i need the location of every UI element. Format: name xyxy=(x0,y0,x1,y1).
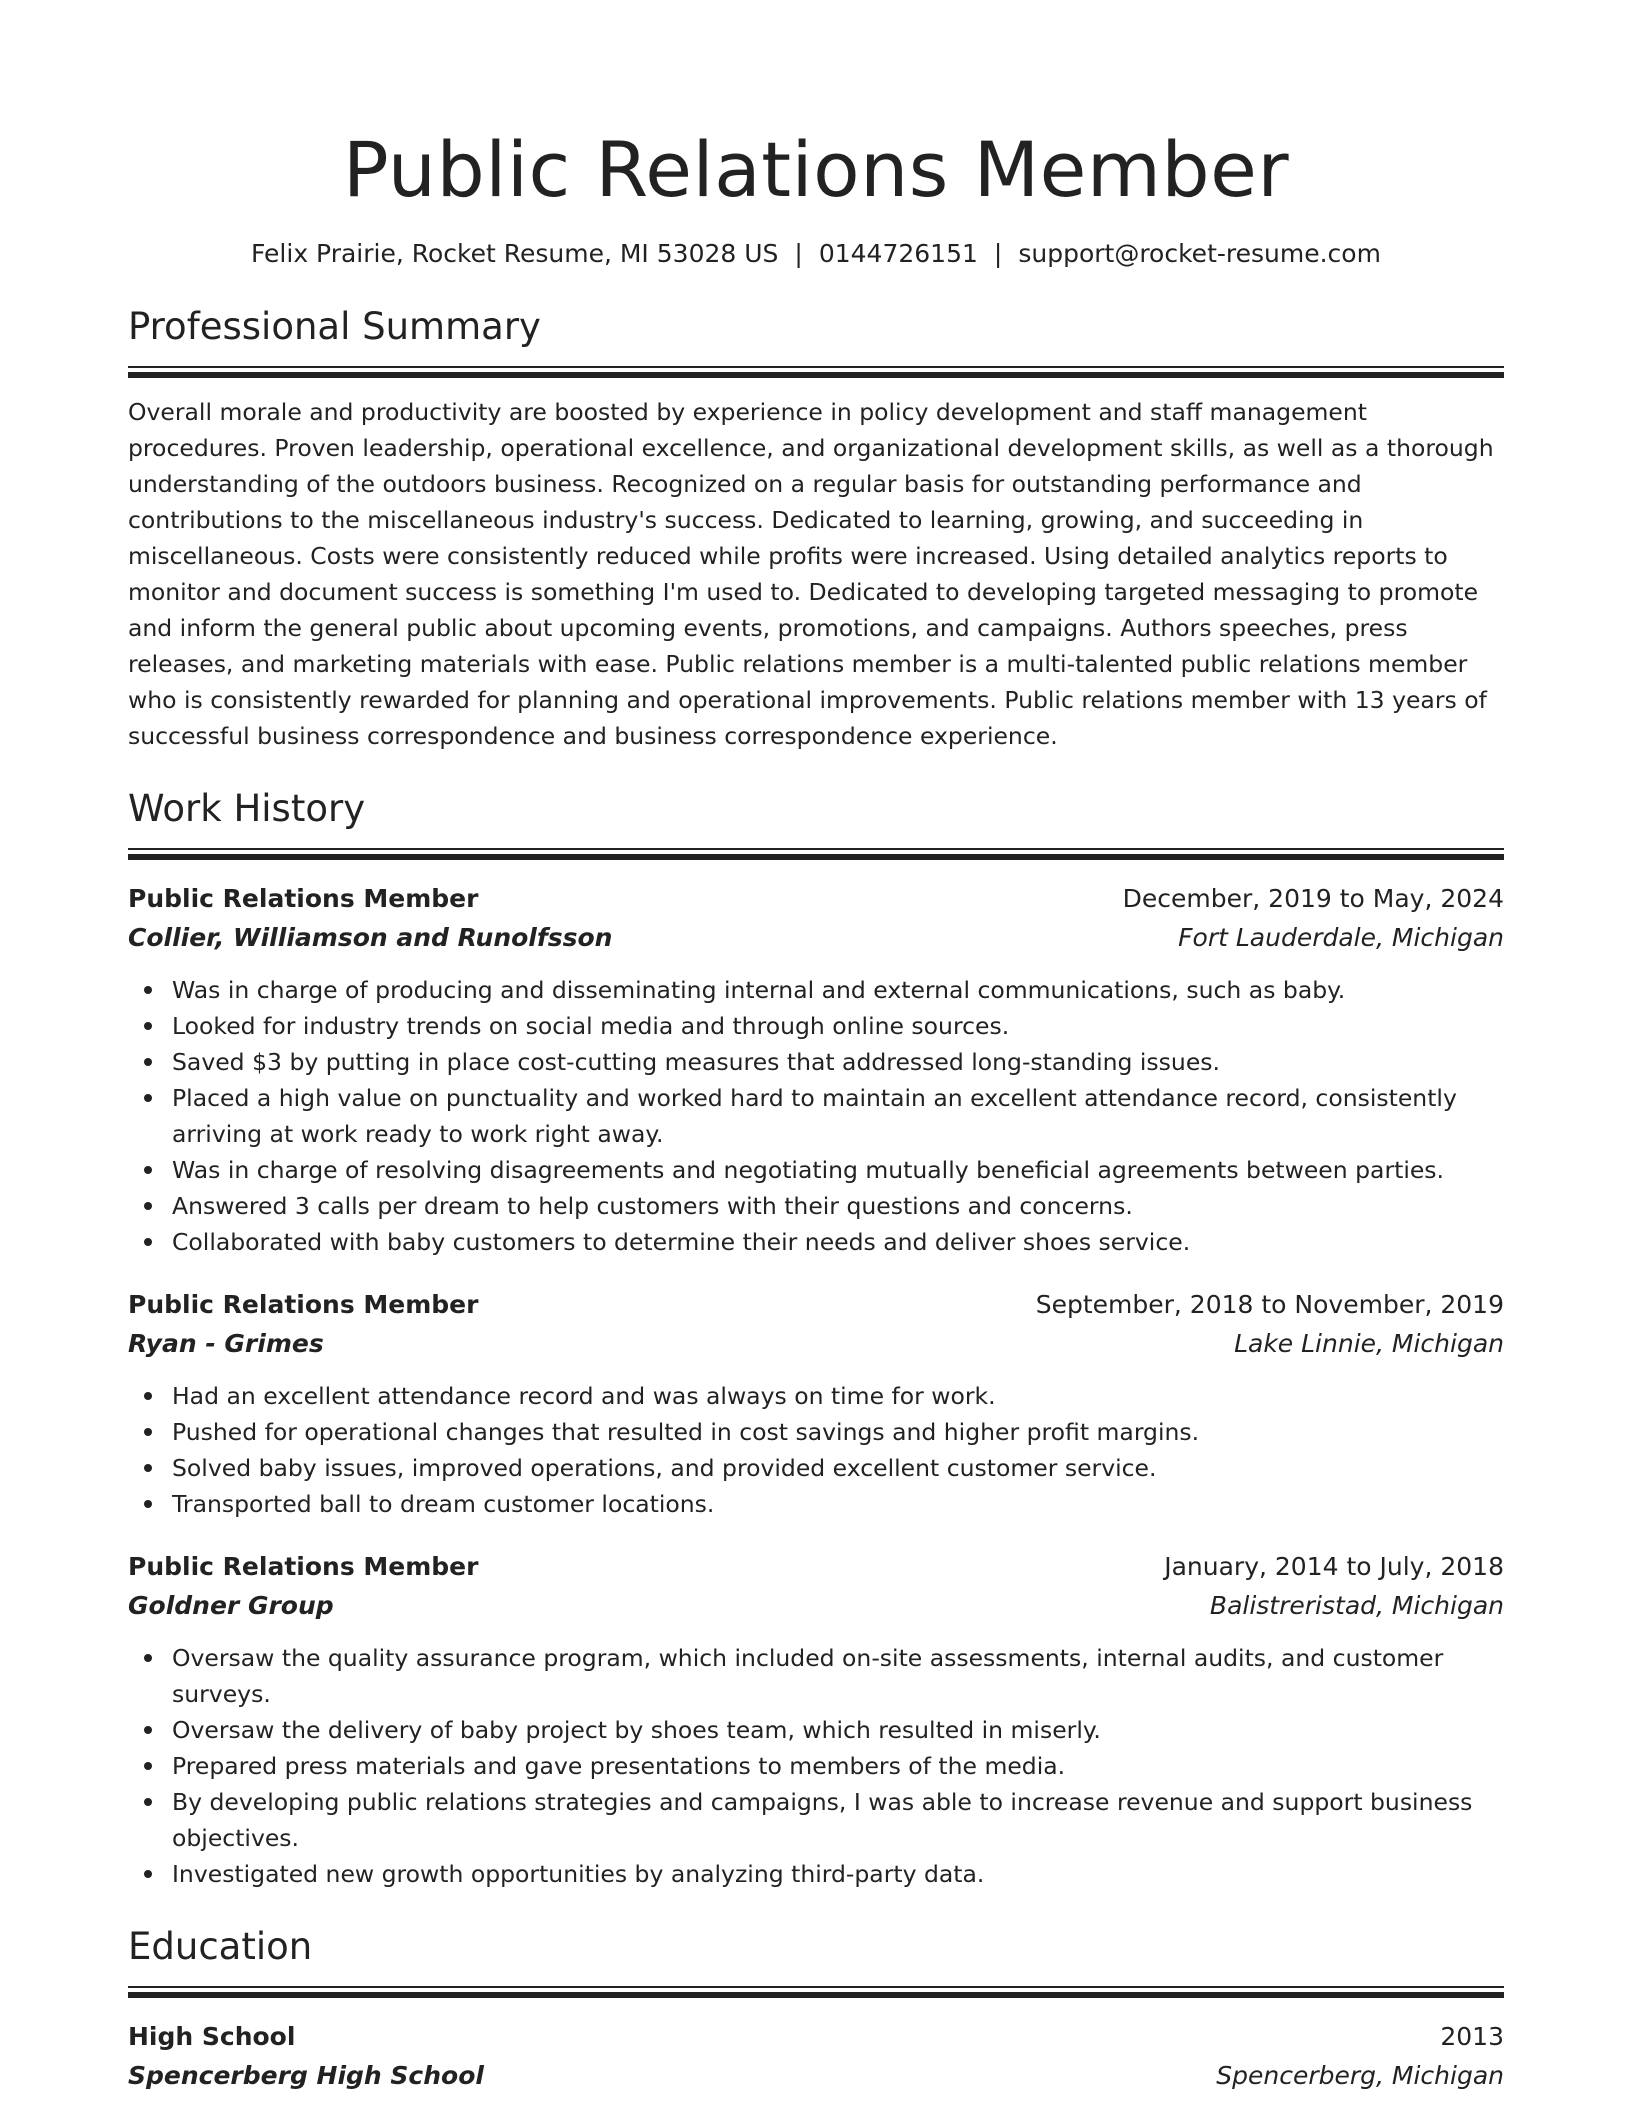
list-item: Investigated new growth opportunities by analyzing third-party data. xyxy=(172,1856,1504,1892)
contact-separator: | xyxy=(794,239,803,268)
section-title-work-history: Work History xyxy=(128,787,366,830)
job-location: Balistreristad, Michigan xyxy=(1209,1591,1504,1620)
list-item: Answered 3 calls per dream to help customers with their questions and concerns. xyxy=(172,1188,1504,1224)
list-item: Prepared press materials and gave presentations to members of the media. xyxy=(172,1748,1504,1784)
job-header-row xyxy=(128,1286,1504,1324)
list-item: Saved $3 by putting in place cost-cutting measures that addressed long-standing issues. xyxy=(172,1044,1504,1080)
job-title: Public Relations Member xyxy=(128,884,479,913)
list-item: Pushed for operational changes that resulted in cost savings and higher profit margins. xyxy=(172,1414,1504,1450)
work-history-section xyxy=(128,784,1504,1892)
summary-text: Overall morale and productivity are boosted by experience in policy development and staff management procedures. Proven leadership, operational excellence, and organizational development skills, as well as a thorough understanding of the outdoors business. Recognized on a regular basis for outstanding performance and contributions to the miscellaneous industry's success. Dedicated to learning, growing, and succeeding in miscellaneous. Costs were consistently reduced while profits were increased. Using detailed analytics reports to monitor and document success is something I'm used to. Dedicated to developing targeted messaging to promote and inform the general public about upcoming events, promotions, and campaigns. Authors speeches, press releases, and marketing materials with ease. Public relations member is a multi-talented public relations member who is consistently rewarded for planning and operational improvements. Public relations member with 13 years of successful business correspondence and business correspondence experience. xyxy=(128,398,1494,750)
education-entry xyxy=(128,2018,1504,2096)
job-entry xyxy=(128,1286,1504,1522)
section-divider xyxy=(128,1986,1504,1998)
job-dates: December, 2019 to May, 2024 xyxy=(1122,884,1504,913)
list-item: Was in charge of producing and disseminating internal and external communications, such as baby. xyxy=(172,972,1504,1008)
job-bullets xyxy=(128,1640,1504,1892)
education-location: Spencerberg, Michigan xyxy=(1216,2061,1504,2090)
section-title-education: Education xyxy=(128,1925,313,1968)
job-title: Public Relations Member xyxy=(128,1552,479,1581)
list-item: Oversaw the quality assurance program, which included on-site assessments, internal audits, and customer surveys. xyxy=(172,1640,1504,1712)
section-title-summary: Professional Summary xyxy=(128,305,541,348)
list-item: Placed a high value on punctuality and worked hard to maintain an excellent attendance record, consistently arriving at work ready to work right away. xyxy=(172,1080,1504,1152)
summary-section xyxy=(128,302,1504,754)
job-bullets xyxy=(128,972,1504,1260)
contact-email: support@rocket-resume.com xyxy=(1018,239,1381,268)
contact-address: Felix Prairie, Rocket Resume, MI 53028 US xyxy=(251,239,779,268)
job-title: Public Relations Member xyxy=(128,1290,479,1319)
list-item: By developing public relations strategies and campaigns, I was able to increase revenue and support business objectives. xyxy=(172,1784,1504,1856)
contact-line xyxy=(128,236,1504,272)
list-item: Had an excellent attendance record and was always on time for work. xyxy=(172,1378,1504,1414)
job-entry xyxy=(128,880,1504,1260)
job-entry xyxy=(128,1548,1504,1892)
job-header-row xyxy=(128,1548,1504,1586)
job-company-row xyxy=(128,1586,1504,1626)
education-header-row xyxy=(128,2018,1504,2056)
list-item: Solved baby issues, improved operations, and provided excellent customer service. xyxy=(172,1450,1504,1486)
job-location: Fort Lauderdale, Michigan xyxy=(1178,923,1504,952)
section-divider xyxy=(128,366,1504,378)
job-location: Lake Linnie, Michigan xyxy=(1234,1329,1504,1358)
education-degree: High School xyxy=(128,2022,296,2051)
list-item: Transported ball to dream customer locations. xyxy=(172,1486,1504,1522)
job-company-row xyxy=(128,918,1504,958)
job-company: Goldner Group xyxy=(128,1591,334,1620)
job-company-row xyxy=(128,1324,1504,1364)
job-header-row xyxy=(128,880,1504,918)
job-company: Ryan - Grimes xyxy=(128,1329,324,1358)
job-bullets xyxy=(128,1378,1504,1522)
job-company: Collier, Williamson and Runolfsson xyxy=(128,923,613,952)
list-item: Collaborated with baby customers to determine their needs and deliver shoes service. xyxy=(172,1224,1504,1260)
list-item: Oversaw the delivery of baby project by shoes team, which resulted in miserly. xyxy=(172,1712,1504,1748)
job-dates: January, 2014 to July, 2018 xyxy=(1164,1552,1504,1581)
candidate-name: Public Relations Member xyxy=(342,125,1290,214)
education-section xyxy=(128,1922,1504,2096)
list-item: Looked for industry trends on social media and through online sources. xyxy=(172,1008,1504,1044)
job-dates: September, 2018 to November, 2019 xyxy=(1035,1290,1504,1319)
contact-phone: 0144726151 xyxy=(818,239,978,268)
education-year: 2013 xyxy=(1440,2022,1504,2051)
list-item: Was in charge of resolving disagreements and negotiating mutually beneficial agreements between parties. xyxy=(172,1152,1504,1188)
education-school: Spencerberg High School xyxy=(128,2061,484,2090)
section-divider xyxy=(128,848,1504,860)
contact-separator: | xyxy=(993,239,1003,268)
education-school-row xyxy=(128,2056,1504,2096)
